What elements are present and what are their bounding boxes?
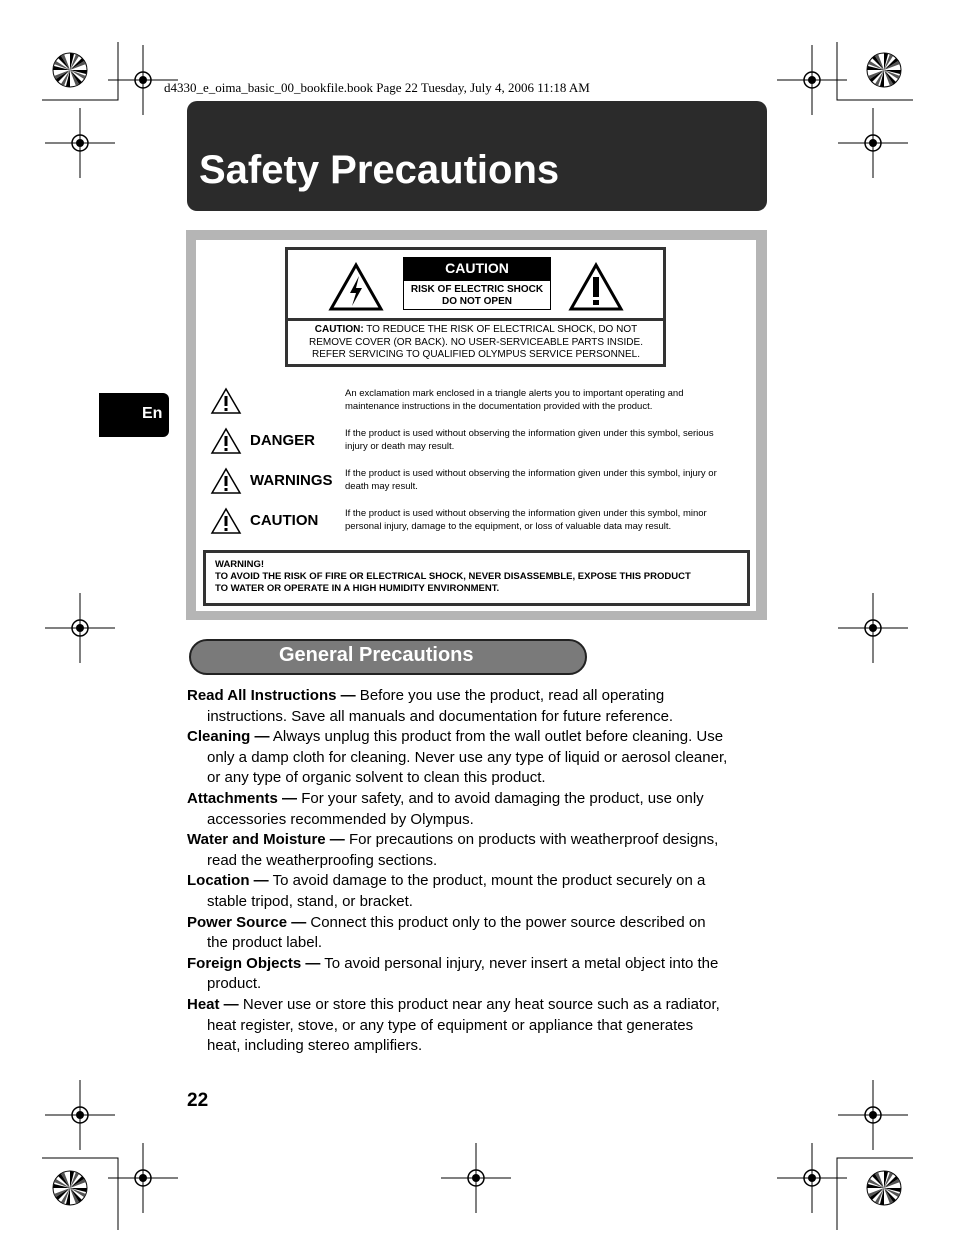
precaution-text: accessories recommended by Olympus. <box>207 810 474 828</box>
caution-heading: CAUTION <box>403 257 551 280</box>
precaution-text: instructions. Save all manuals and documentation for future reference. <box>207 707 674 725</box>
symbol-desc-general <box>345 387 745 413</box>
symbol-desc-line: personal injury, damage to the equipment, or loss of valuable data may result. <box>345 521 672 532</box>
section-heading: General Precautions <box>279 644 474 666</box>
precaution-text: To avoid damage to the product, mount the product securely on a <box>268 872 706 890</box>
precaution-text: For precautions on products with weatherproof designs, <box>344 831 719 849</box>
precaution-text: the product label. <box>207 934 323 952</box>
precaution-text: product. <box>207 975 262 993</box>
warning-line: TO AVOID THE RISK OF FIRE OR ELECTRICAL SHOCK, NEVER DISASSEMBLE, EXPOSE THIS PRODUCT <box>215 571 691 582</box>
caution-triangle-icon <box>210 507 242 535</box>
caution-notice <box>295 324 657 362</box>
symbol-desc-line: death may result. <box>345 481 418 492</box>
caution-subheading <box>403 280 551 310</box>
symbol-desc-danger <box>345 427 745 453</box>
caution-notice-line3: REFER SERVICING TO QUALIFIED OLYMPUS SERVICE PERSONNEL. <box>311 349 641 360</box>
precaution-text: heat, including stereo amplifiers. <box>207 1037 423 1055</box>
list-item <box>187 830 767 871</box>
symbol-desc-line: If the product is used without observing the information given under this symbol, injury or <box>345 468 717 479</box>
precautions-list <box>187 686 767 1057</box>
electric-shock-icon <box>328 262 384 312</box>
caution-notice-line1: TO REDUCE THE RISK OF ELECTRICAL SHOCK, DO NOT <box>363 324 638 335</box>
precaution-text: only a damp cloth for cleaning. Never use any type of liquid or aerosol cleaner, <box>207 748 728 766</box>
caution-notice-bold: CAUTION: <box>314 324 364 335</box>
list-item <box>187 995 767 1057</box>
caution-divider <box>285 318 666 321</box>
danger-label: DANGER <box>250 432 316 449</box>
warning-line: WARNING! <box>215 559 265 570</box>
page-title: Safety Precautions <box>199 148 560 192</box>
precaution-text: To avoid personal injury, never insert a metal object into the <box>320 954 719 972</box>
precaution-term: Attachments — <box>187 789 298 807</box>
symbol-desc-warnings <box>345 467 745 493</box>
page-number: 22 <box>187 1090 209 1111</box>
symbol-desc-line: maintenance instructions in the documentation provided with the product. <box>345 401 653 412</box>
precaution-text: read the weatherproofing sections. <box>207 851 438 869</box>
language-tab-label: En <box>142 405 163 422</box>
warning-line: TO WATER OR OPERATE IN A HIGH HUMIDITY ENVIRONMENT. <box>215 583 500 594</box>
precaution-text: heat register, stove, or any type of equipment or appliance that generates <box>207 1016 694 1034</box>
danger-triangle-icon <box>210 427 242 455</box>
precaution-text: stable tripod, stand, or bracket. <box>207 892 413 910</box>
list-item <box>187 789 767 830</box>
list-item <box>187 954 767 995</box>
warning-text <box>215 559 740 595</box>
symbol-desc-line: If the product is used without observing the information given under this symbol, serious <box>345 428 714 439</box>
exclamation-triangle-icon <box>210 387 242 415</box>
exclamation-icon <box>568 262 624 312</box>
precaution-text: Never use or store this product near any heat source such as a radiator, <box>238 995 720 1013</box>
caution-notice-line2: REMOVE COVER (OR BACK). NO USER-SERVICEABLE PARTS INSIDE. <box>309 336 643 348</box>
precaution-text: or any type of organic solvent to clean this product. <box>207 769 546 787</box>
list-item <box>187 686 767 727</box>
symbol-desc-caution <box>345 507 745 533</box>
precaution-text: Connect this product only to the power source described on <box>306 913 706 931</box>
warnings-triangle-icon <box>210 467 242 495</box>
list-item <box>187 727 767 789</box>
precaution-term: Water and Moisture — <box>187 831 345 849</box>
symbol-desc-line: An exclamation mark enclosed in a triangle alerts you to important operating and <box>345 388 684 399</box>
precaution-term: Foreign Objects — <box>187 954 321 972</box>
list-item <box>187 871 767 912</box>
precaution-text: Always unplug this product from the wall outlet before cleaning. Use <box>269 728 724 746</box>
print-header-line: d4330_e_oima_basic_00_bookfile.book Page 22 Tuesday, July 4, 2006 11:18 AM <box>164 80 590 95</box>
caution-sub-line1: RISK OF ELECTRIC SHOCK <box>410 284 544 295</box>
precaution-text: Before you use the product, read all operating <box>355 687 665 704</box>
symbol-desc-line: If the product is used without observing the information given under this symbol, minor <box>345 508 707 519</box>
caution-label: CAUTION <box>250 512 319 529</box>
precaution-term: Power Source — <box>187 913 307 931</box>
precaution-term: Read All Instructions — <box>187 687 356 704</box>
precaution-term: Heat — <box>187 995 239 1013</box>
precaution-text: For your safety, and to avoid damaging the product, use only <box>297 789 704 807</box>
precaution-term: Cleaning — <box>187 728 270 746</box>
precaution-term: Location — <box>187 872 269 890</box>
warnings-label: WARNINGS <box>250 472 333 489</box>
list-item <box>187 913 767 954</box>
symbol-desc-line: injury or death may result. <box>345 441 455 452</box>
caution-sub-line2: DO NOT OPEN <box>441 296 512 307</box>
